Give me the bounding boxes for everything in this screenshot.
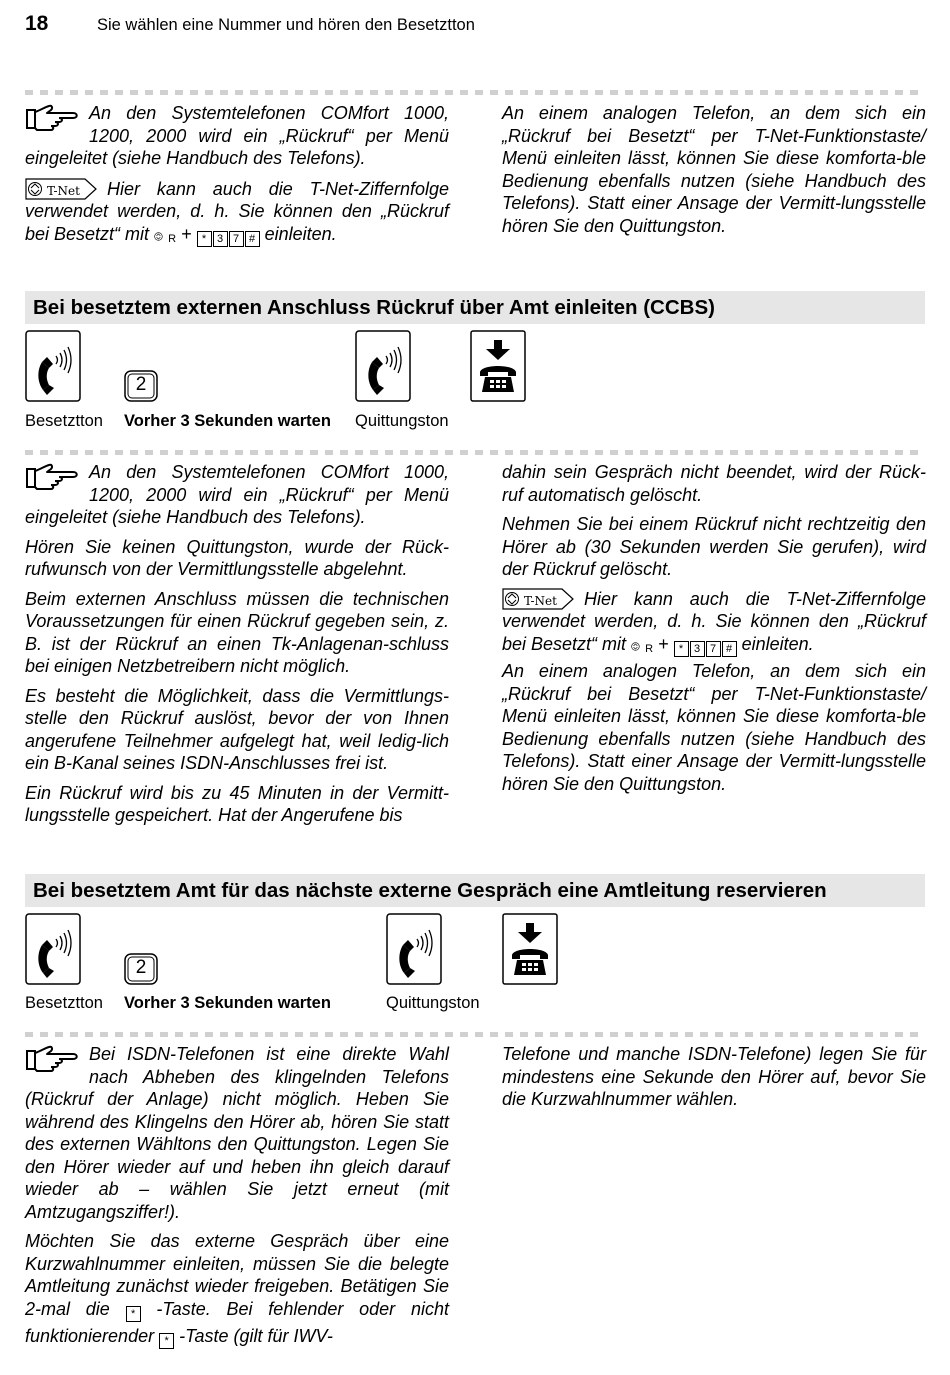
page-title: Sie wählen eine Nummer und hören den Besetztton [97, 16, 475, 34]
code-keys [197, 228, 260, 251]
r-key-label: R [168, 232, 177, 245]
tnet-paragraph [25, 178, 449, 251]
tnet-badge [502, 588, 574, 610]
tnet-text: Hier kann auch die T-Net-Ziffernfolge verwendet werden, d. h. Sie können den „Rückruf bei Besetzt“ mit [25, 178, 449, 244]
key-2-label: 2 [135, 374, 147, 395]
note-text: Bei ISDN-Telefonen ist eine direkte Wahl nach Abheben des klingelnden Telefons (Rückruf der Anlage) nicht möglich. Heben Sie während des Klingelns den Hörer ab, hören Sie statt des externen Wähltons den Quittungston. Legen Sie den Hörer wieder auf und heben ihn gleich darauf wieder ab – wählen Sie jetzt erneut (mit Amtzugangsziffer!). [25, 1044, 449, 1222]
step-label-ack-tone: Quittungston [355, 412, 449, 430]
code-keys [674, 638, 737, 661]
section2-left-column [25, 1043, 449, 1360]
paragraph: Es besteht die Möglichkeit, dass die Vermittlungs-stelle den Rückruf auslöst, bevor der von Ihnen angerufene Teilnehmer aufgelegt hat, weil ledig-lich ein B-Kanal seines ISDN-Anschlusses frei ist. [25, 685, 449, 773]
paragraph: Nehmen Sie bei einem Rückruf nicht rechtzeitig den Hörer ab (30 Sekunden werden Sie gerufen), wird der Rückruf gelöscht. [502, 514, 926, 579]
tnet-end-text: einleiten. [741, 633, 814, 654]
tnet-paragraph [502, 588, 926, 661]
key-3: 3 [690, 641, 705, 657]
paragraph: Ein Rückruf wird bis zu 45 Minuten in der Vermitt-lungsstelle gespeichert. Hat der Angerufene bis [25, 782, 449, 825]
hash-key: # [245, 231, 260, 247]
pointing-hand-icon [25, 463, 81, 491]
star-key: * [126, 1306, 141, 1322]
top-left-column [25, 102, 449, 257]
step-label-wait: Vorher 3 Sekunden warten [124, 994, 331, 1012]
hash-key: # [722, 641, 737, 657]
paragraph: Telefone und manche ISDN-Telefone) legen Sie für mindestens eine Sekunde den Hörer auf, bevor Sie die Kurzwahlnummer wählen. [502, 1044, 926, 1109]
ringing-handset-icon [355, 330, 411, 402]
dotted-divider [25, 90, 925, 95]
note-paragraph [25, 461, 449, 529]
section-heading-ccbs: Bei besetztem externen Anschluss Rückruf über Amt einleiten (CCBS) [25, 291, 925, 324]
key-2-icon [124, 953, 158, 985]
ringing-handset-icon [386, 913, 442, 985]
speed-dial-paragraph [25, 1230, 449, 1353]
key-3: 3 [213, 231, 228, 247]
key-2-icon [124, 370, 158, 402]
pointing-hand-icon [25, 104, 81, 132]
tnet-end-text: einleiten. [264, 223, 337, 244]
star-key: * [197, 231, 212, 247]
star-key: * [674, 641, 689, 657]
hang-up-phone-icon [502, 913, 558, 985]
ringing-handset-icon [25, 913, 81, 985]
note-paragraph [25, 102, 449, 170]
step-label-wait: Vorher 3 Sekunden warten [124, 412, 331, 430]
paragraph: Hören Sie keinen Quittungston, wurde der Rück-rufwunsch von der Vermittlungsstelle abgelehnt. [25, 536, 449, 579]
key-7: 7 [706, 641, 721, 657]
dotted-divider [25, 450, 925, 455]
plus-text: + [658, 633, 669, 654]
dotted-divider [25, 1032, 925, 1037]
plus-text: + [181, 223, 192, 244]
note-text: An den Systemtelefonen COMfort 1000, 1200, 2000 wird ein „Rückruf“ per Menü eingeleitet (siehe Handbuch des Telefons). [25, 462, 449, 527]
page-header [25, 10, 925, 40]
tnet-label: T-Net [47, 183, 80, 198]
section1-right-column [502, 461, 926, 802]
star-key-icon [159, 1330, 174, 1353]
step-label-busy-tone: Besetztton [25, 412, 103, 430]
section-heading-reserve-line: Bei besetztem Amt für das nächste externe Gespräch eine Amtleitung reservieren [25, 874, 925, 907]
step-label-busy-tone: Besetztton [25, 994, 103, 1012]
r-key-icon [154, 225, 176, 251]
note-text: An den Systemtelefonen COMfort 1000, 1200, 2000 wird ein „Rückruf“ per Menü eingeleitet (siehe Handbuch des Telefons). [25, 103, 449, 168]
tnet-label: T-Net [524, 593, 557, 608]
analog-phone-paragraph: An einem analogen Telefon, an dem sich ein „Rückruf bei Besetzt“ per T-Net-Funktionstaste/ Menü einleiten lässt, können Sie diese komforta-ble Bedienung ebenfalls nutzen (siehe Handbuch des Telefons). Statt einer Ansage der Vermitt-lungsstelle hören Sie den Quittungston. [502, 103, 926, 236]
speed-dial-text-3: -Taste (gilt für IWV- [179, 1326, 333, 1346]
step-label-ack-tone: Quittungston [386, 994, 480, 1012]
tnet-badge [25, 178, 97, 200]
page-number: 18 [25, 12, 49, 35]
r-key-icon [631, 635, 653, 661]
section1-left-column [25, 461, 449, 834]
r-key-label: R [645, 642, 654, 655]
note-paragraph [25, 1043, 449, 1223]
paragraph: Beim externen Anschluss müssen die technischen Voraussetzungen für einen Rückruf gegeben sein, z. B. ist der Rückruf an einen Tk-Anlagenan-schluss bei einigen Netzbetreibern nicht möglich. [25, 588, 449, 676]
paragraph: An einem analogen Telefon, an dem sich ein „Rückruf bei Besetzt“ per T-Net-Funktionstaste/ Menü einleiten lässt, können Sie diese komforta-ble Bedienung ebenfalls nutzen (siehe Handbuch des Telefons). Statt einer Ansage der Vermitt-lungsstelle hören Sie den Quittungston. [502, 661, 926, 794]
star-key-icon [126, 1303, 141, 1326]
paragraph: dahin sein Gespräch nicht beendet, wird der Rück-ruf automatisch gelöscht. [502, 462, 926, 505]
section2-right-column [502, 1043, 926, 1118]
pointing-hand-icon [25, 1045, 81, 1073]
ringing-handset-icon [25, 330, 81, 402]
speed-dial-text-2: -Taste. Bei fehlender oder nicht funktionierender [25, 1298, 449, 1346]
top-right-column [502, 102, 926, 244]
star-key: * [159, 1333, 174, 1349]
key-7: 7 [229, 231, 244, 247]
speed-dial-text: Möchten Sie das externe Gespräch über eine Kurzwahlnummer einleiten, müssen Sie die belegte Amtleitung zunächst wieder freigeben. Betätigen Sie 2-mal die [25, 1231, 449, 1319]
tnet-text: Hier kann auch die T-Net-Ziffernfolge verwendet werden, d. h. Sie können den „Rückruf bei Besetzt“ mit [502, 588, 926, 654]
key-2-label: 2 [135, 957, 147, 978]
hang-up-phone-icon [470, 330, 526, 402]
